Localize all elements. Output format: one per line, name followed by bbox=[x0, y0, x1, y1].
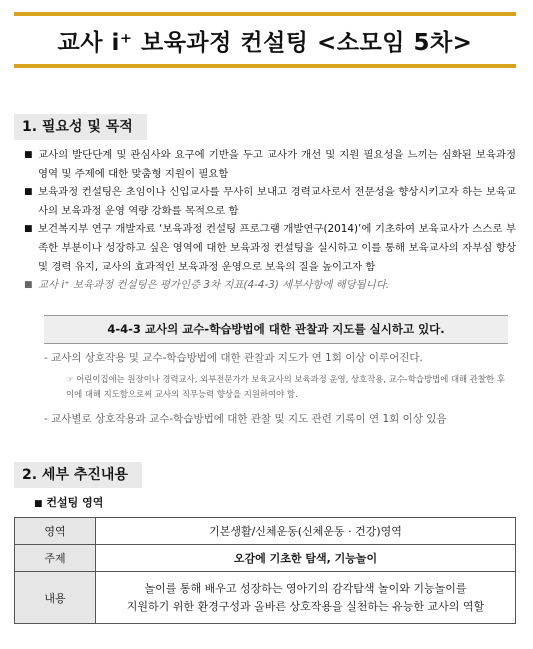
section-heading-purpose: 1. 필요성 및 목적 bbox=[14, 114, 147, 140]
row-value: 기본생활/신체운동(신체운동 · 건강)영역 bbox=[96, 518, 516, 545]
table-row bbox=[15, 572, 516, 624]
indicator-detail-2: - 교사별로 상호작용과 교수-학습방법에 대한 관찰 및 지도 관련 기록이 연 1회 이상 있음 bbox=[44, 413, 447, 425]
pointing-hand-icon: ☞ bbox=[66, 374, 74, 384]
evaluation-note: ■ 교사 i⁺ 보육과정 컨설팅은 평가인증 3차 지표(4-4-3) 세부사항에 해당됩니다. bbox=[24, 276, 516, 295]
purpose-bullet: ■ 보육과정 컨설팅은 초임이나 신입교사를 무사히 보내고 경력교사로서 전문성을 향상시키고자 하는 보육교사의 보육과정 운영 역량 강화를 목적으로 함 bbox=[24, 183, 516, 220]
square-bullet-icon: ■ bbox=[24, 280, 33, 291]
square-bullet-icon: ■ bbox=[34, 499, 43, 509]
consulting-area-label: ■ 컨설팅 영역 bbox=[34, 496, 104, 509]
indicator-detail-1: - 교사의 상호작용 및 교수-학습방법에 대한 관찰과 지도가 연 1회 이상 이루어진다. bbox=[44, 352, 423, 364]
title-gold-rule bbox=[14, 64, 516, 68]
guidance-tip: ☞ 어린이집에는 원장이나 경력교사, 외부전문가가 보육교사의 보육과정 운영, 상호작용, 교수-학습방법에 대해 관찰한 후 이에 대해 지도함으로써 교사의 직무능력 향상을 지원하여야 함. bbox=[66, 374, 505, 399]
row-header: 주제 bbox=[15, 545, 96, 572]
purpose-bullet-list bbox=[24, 146, 516, 295]
purpose-bullet: ■ 보건복지부 연구 개발자료 ‘보육과정 컨설팅 프로그램 개발연구(2014)’에 기초하여 보육교사가 스스로 부족한 부분이나 성장하고 싶은 영역에 대한 보육과정 컨설팅을 실시하고 이를 통해 보육교사의 자부심 향상 및 경력 유지, 교사의 효과적인 보육과정 운영으로 보육의 질을 높이고자 함 bbox=[24, 220, 516, 276]
table-row bbox=[15, 518, 516, 545]
table-row bbox=[15, 545, 516, 572]
consulting-table bbox=[14, 517, 516, 624]
document-title: 교사 i⁺ 보육과정 컨설팅 <소모임 5차> bbox=[57, 30, 473, 56]
purpose-bullet: ■ 교사의 발단단계 및 관심사와 요구에 기반을 두고 교사가 개선 및 지원 필요성을 느끼는 심화된 보육과정 영역 및 주제에 대한 맞춤형 지원이 필요함 bbox=[24, 146, 516, 183]
section-heading-details: 2. 세부 추진내용 bbox=[14, 462, 142, 488]
row-value: 놀이를 통해 배우고 성장하는 영아기의 감각탐색 놀이와 기능놀이를 지원하기 위한 환경구성과 올바른 상호작용을 실천하는 유능한 교사의 역할 bbox=[96, 572, 516, 624]
row-header: 내용 bbox=[15, 572, 96, 624]
top-gold-rule bbox=[14, 12, 516, 16]
row-value: 오감에 기초한 탐색, 기능놀이 bbox=[96, 545, 516, 572]
row-header: 영역 bbox=[15, 518, 96, 545]
square-bullet-icon: ■ bbox=[24, 224, 33, 235]
square-bullet-icon: ■ bbox=[24, 150, 33, 160]
square-bullet-icon: ■ bbox=[24, 187, 33, 198]
indicator-box: 4-4-3 교사의 교수-학습방법에 대한 관찰과 지도를 실시하고 있다. bbox=[44, 315, 508, 344]
